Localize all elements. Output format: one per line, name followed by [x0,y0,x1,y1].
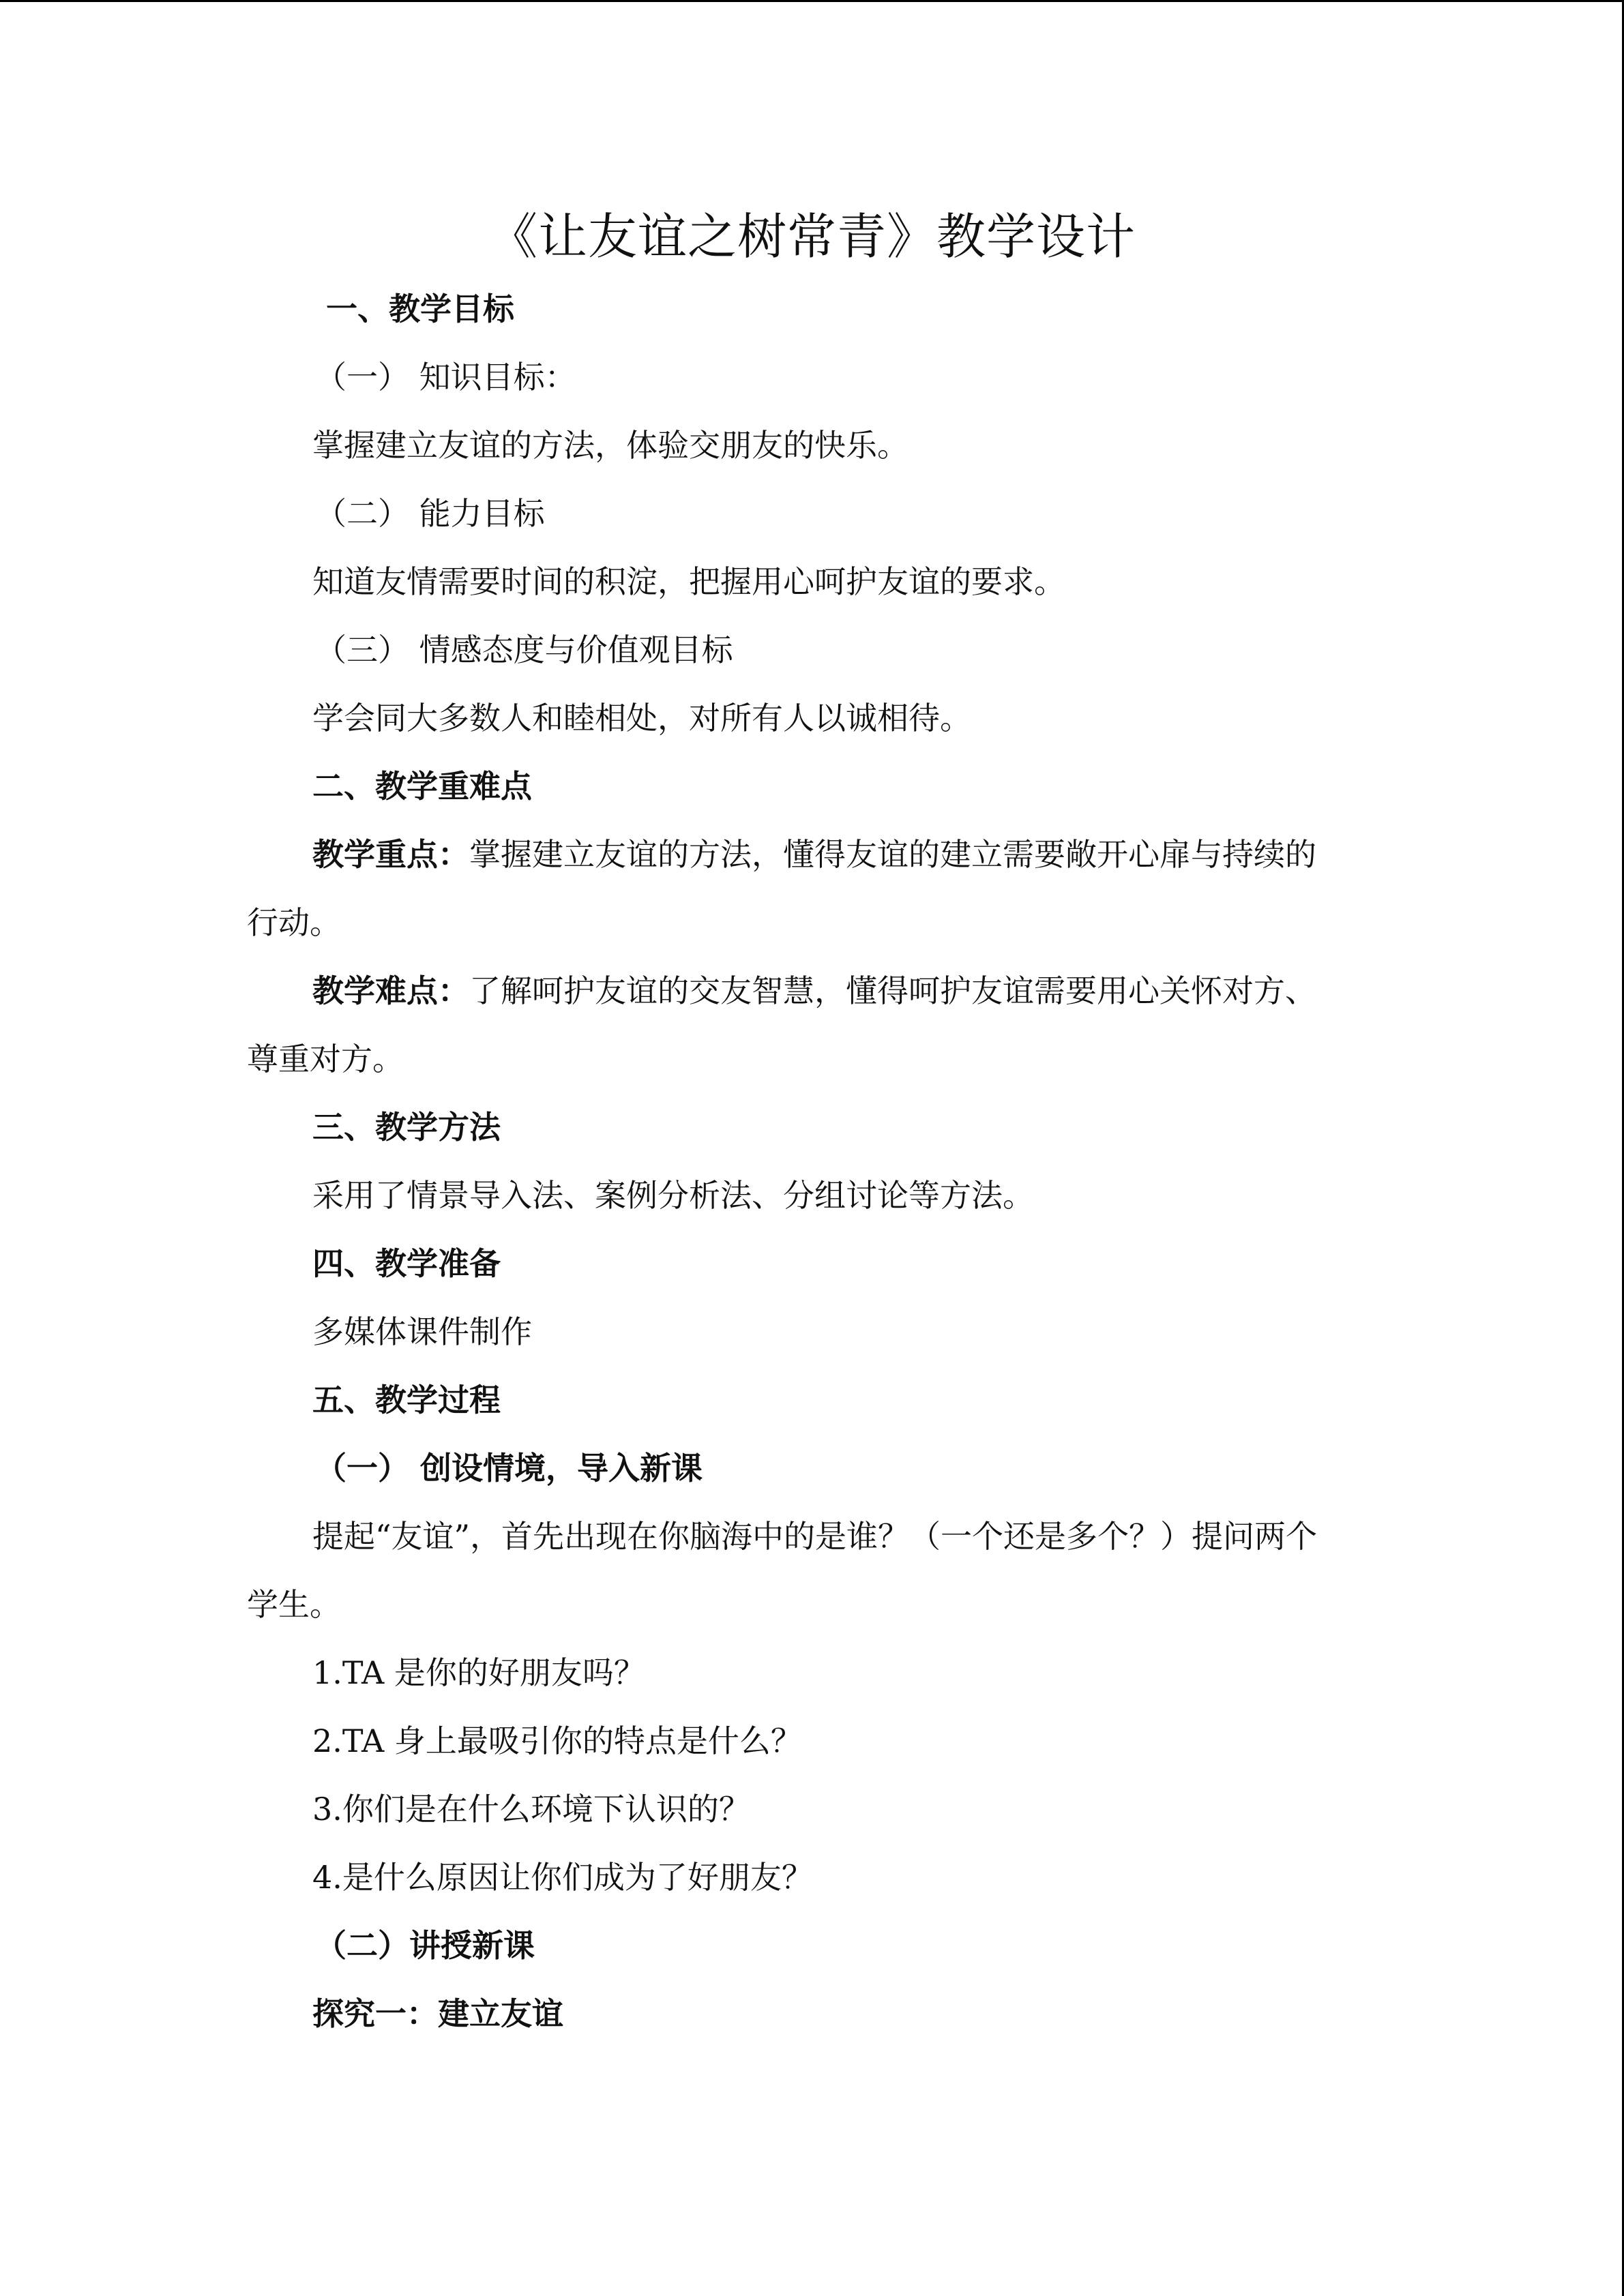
paragraph-teaching-preparation: 多媒体课件制作 [312,1313,532,1350]
list-item-question-4: 4.是什么原因让你们成为了好朋友？ [312,1859,813,1896]
label-key-point: 教学重点： [312,836,469,873]
paragraph-emotion-goal: 学会同大多数人和睦相处，对所有人以诚相待。 [312,700,971,736]
paragraph-key-point [312,834,1316,875]
subheading-create-situation: （一） 创设情境，导入新课 [315,1450,703,1487]
heading-teaching-methods: 三、教学方法 [312,1109,501,1146]
list-item-question-1: 1.TA 是你的好朋友吗？ [312,1654,645,1691]
paragraph-ability-goal: 知道友情需要时间的积淀，把握用心呵护友谊的要求。 [312,563,1065,600]
heading-key-difficult-points: 二、教学重难点 [312,768,532,805]
document-title: 《让友谊之树常青》教学设计 [488,208,1136,265]
text-difficult-point: 了解呵护友谊的交友智慧，懂得呵护友谊需要用心关怀对方、 [469,972,1316,1009]
subheading-knowledge-goal: （一） 知识目标： [315,359,576,396]
subheading-emotion-goal: （三） 情感态度与价值观目标 [315,631,733,668]
paragraph-intro-question: 提起“友谊”，首先出现在你脑海中的是谁？（一个还是多个？）提问两个 [312,1518,1318,1555]
paragraph-difficult-point-continued: 尊重对方。 [247,1041,404,1077]
heading-teaching-process: 五、教学过程 [312,1382,501,1418]
paragraph-difficult-point [312,970,1316,1011]
paragraph-intro-question-continued: 学生。 [247,1586,341,1623]
subheading-new-lesson: （二）讲授新课 [315,1927,535,1964]
heading-teaching-goals: 一、教学目标 [326,290,514,327]
paragraph-teaching-methods: 采用了情景导入法、案例分析法、分组讨论等方法。 [312,1177,1034,1214]
heading-teaching-preparation: 四、教学准备 [312,1245,501,1282]
paragraph-key-point-continued: 行动。 [247,904,341,941]
list-item-question-3: 3.你们是在什么环境下认识的？ [312,1791,750,1828]
label-difficult-point: 教学难点： [312,972,469,1009]
text-key-point: 掌握建立友谊的方法，懂得友谊的建立需要敞开心扉与持续的 [469,836,1316,873]
subheading-ability-goal: （二） 能力目标 [315,495,545,532]
list-item-question-2: 2.TA 身上最吸引你的特点是什么？ [312,1723,802,1759]
subheading-explore-one: 探究一：建立友谊 [312,1995,563,2032]
paragraph-knowledge-goal: 掌握建立友谊的方法，体验交朋友的快乐。 [312,427,909,464]
